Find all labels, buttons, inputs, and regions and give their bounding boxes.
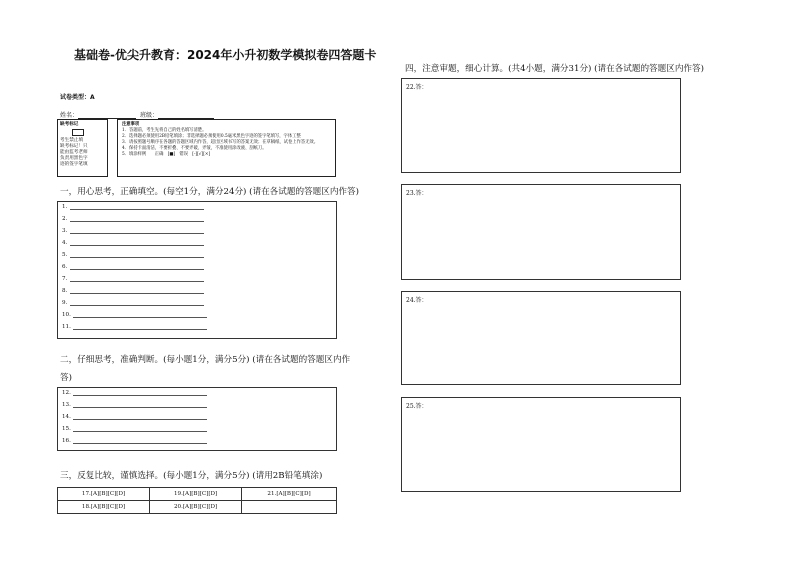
- item-number: 12.: [62, 390, 71, 396]
- item-number: 16.: [62, 438, 71, 444]
- item-number: 15.: [62, 426, 71, 432]
- fill-line[interactable]: [62, 390, 207, 396]
- fill-line[interactable]: [62, 288, 204, 294]
- notes-box: [117, 119, 336, 177]
- item-number: 6.: [62, 264, 68, 270]
- choice-cell[interactable]: 17.[A][B][C][D]: [58, 488, 150, 501]
- answer-box-25[interactable]: [401, 397, 681, 492]
- item-number: 8.: [62, 288, 68, 294]
- section2-answer-box: [57, 387, 337, 451]
- fill-line[interactable]: [62, 414, 207, 420]
- answer-label: 23.答：: [406, 190, 428, 197]
- paper-type: 试卷类型：A: [60, 94, 95, 101]
- class-label: 班级：: [140, 112, 159, 119]
- notes-heading: 注意事项: [122, 122, 140, 127]
- fill-line[interactable]: [62, 300, 204, 306]
- fill-line[interactable]: [62, 216, 204, 222]
- absence-mark-box: [57, 119, 108, 177]
- section2-title: 二，仔细思考，准确判断。(每小题1分，满分5分) (请在各试题的答题区内作: [60, 355, 351, 365]
- fill-line[interactable]: [62, 402, 207, 408]
- item-number: 2.: [62, 216, 68, 222]
- choice-cell[interactable]: 21.[A][B][C][D]: [242, 488, 337, 501]
- fill-line[interactable]: [62, 204, 204, 210]
- fill-line[interactable]: [62, 252, 204, 258]
- section1-answer-box: [57, 201, 337, 339]
- absence-mark-line: 负责用黑色字: [60, 156, 88, 161]
- choice-table: [57, 487, 337, 514]
- name-class-row: [60, 110, 214, 119]
- fill-line[interactable]: [62, 426, 207, 432]
- note-item: 4．保持卡面清洁，不要折叠、不要弄破、弄皱，不准使用涂改液、刮纸刀。: [122, 146, 267, 151]
- section4-title: 四，注意审题，细心计算。(共4小题，满分31分) (请在各试题的答题区内作答): [405, 64, 704, 74]
- item-number: 4.: [62, 240, 68, 246]
- item-number: 1.: [62, 204, 68, 210]
- item-number: 7.: [62, 276, 68, 282]
- fill-line[interactable]: [62, 276, 204, 282]
- choice-cell: [242, 501, 337, 514]
- section2-title-cont: 答): [60, 373, 72, 383]
- absence-mark-checkbox[interactable]: [72, 129, 84, 136]
- fill-line[interactable]: [62, 228, 204, 234]
- absence-mark-line: 缺考标记！只: [60, 144, 88, 149]
- fill-line[interactable]: [62, 324, 207, 330]
- answer-label: 24.答：: [406, 297, 428, 304]
- absence-mark-line: 考生禁止填: [60, 138, 83, 143]
- absence-mark-line: 能由监考老师: [60, 150, 88, 155]
- section3-title: 三，反复比较，谨慎选择。(每小题1分，满分5分) (请用2B铅笔填涂): [60, 471, 323, 481]
- answer-box-22[interactable]: [401, 78, 681, 173]
- section1-title: 一，用心思考，正确填空。(每空1分，满分24分) (请在各试题的答题区内作答): [60, 187, 359, 197]
- item-number: 11.: [62, 324, 71, 330]
- answer-box-23[interactable]: [401, 184, 681, 280]
- absence-mark-line: 迹的签字笔填: [60, 162, 88, 167]
- item-number: 3.: [62, 228, 68, 234]
- item-number: 13.: [62, 402, 71, 408]
- class-field[interactable]: [158, 112, 214, 119]
- name-label: 姓名：: [60, 112, 79, 119]
- fill-line[interactable]: [62, 438, 207, 444]
- absence-mark-heading: 缺考标记: [60, 122, 79, 127]
- item-number: 14.: [62, 414, 71, 420]
- item-number: 9.: [62, 300, 68, 306]
- choice-cell[interactable]: 20.[A][B][C][D]: [150, 501, 242, 514]
- page-title: 基础卷-优尖升教育：2024年小升初数学模拟卷四答题卡: [74, 48, 377, 62]
- choice-cell[interactable]: 19.[A][B][C][D]: [150, 488, 242, 501]
- name-field[interactable]: [78, 112, 136, 119]
- item-number: 5.: [62, 252, 68, 258]
- note-item: 5．填涂样例 正确 [■] 错误 [-][√][×]: [122, 152, 211, 157]
- choice-cell[interactable]: 18.[A][B][C][D]: [58, 501, 150, 514]
- note-item: 2．选择题必须使用2B铅笔填涂；非选择题必须使用0.5毫米黑色字迹的签字笔填写，字体工整: [122, 134, 301, 139]
- answer-box-24[interactable]: [401, 291, 681, 385]
- item-number: 10.: [62, 312, 71, 318]
- answer-label: 22.答：: [406, 84, 428, 91]
- note-item: 3．请按照题号顺序在各题的答题区域内作答，超出区域书写的答案无效；在草稿纸、试卷上作答无效。: [122, 140, 319, 145]
- note-item: 1．答题前，考生先将自己的姓名填写清楚。: [122, 128, 207, 133]
- fill-line[interactable]: [62, 312, 207, 318]
- fill-line[interactable]: [62, 264, 204, 270]
- fill-line[interactable]: [62, 240, 204, 246]
- answer-label: 25.答：: [406, 403, 428, 410]
